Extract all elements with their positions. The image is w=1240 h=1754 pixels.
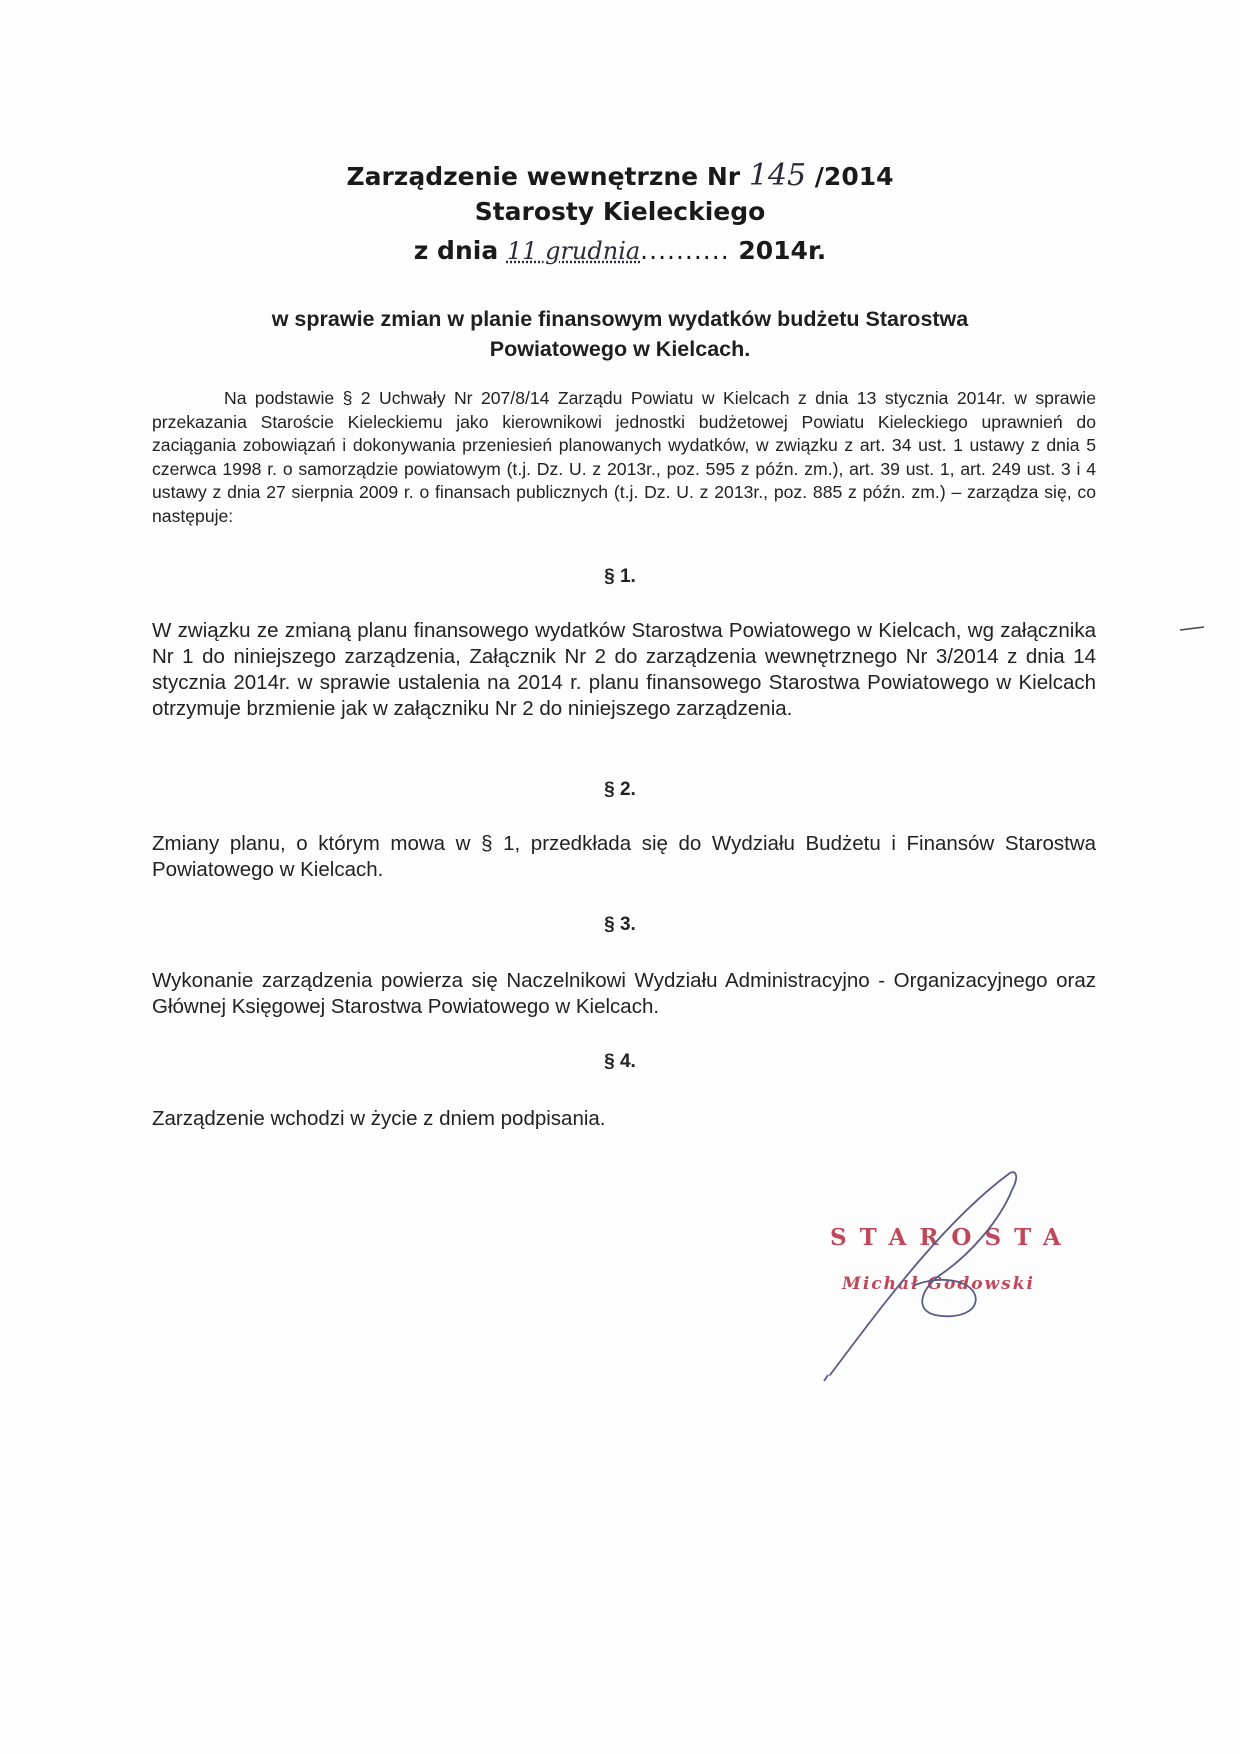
section-text-2: Zmiany planu, o którym mowa w § 1, przedkłada się do Wydziału Budżetu i Finansów Starostwa Powiatowego w Kielcach. <box>152 832 1096 881</box>
handwritten-date: 11 grudnia <box>506 237 641 265</box>
margin-mark-icon <box>1178 624 1208 634</box>
stamp-title: STAROSTA <box>830 1224 1074 1251</box>
document-subject <box>0 304 1240 364</box>
document-title <box>0 158 1240 193</box>
subject-line-1: w sprawie zmian w planie finansowym wydatków budżetu Starostwa <box>271 307 969 331</box>
section-mark-2: § 2. <box>604 779 636 800</box>
section-mark-4: § 4. <box>604 1051 636 1072</box>
title-prefix: Zarządzenie wewnętrzne Nr <box>346 162 741 191</box>
legal-basis-paragraph <box>152 387 1096 528</box>
date-prefix: z dnia <box>413 236 499 265</box>
document-date <box>0 236 1240 265</box>
section-text-4: Zarządzenie wchodzi w życie z dniem podpisania. <box>152 1107 606 1130</box>
title-suffix: /2014 <box>814 162 894 191</box>
section-mark-3: § 3. <box>604 914 636 935</box>
date-dots: .......... <box>640 236 730 265</box>
stamp-name: Michał Godowski <box>842 1274 1035 1294</box>
section-mark-1: § 1. <box>604 566 636 587</box>
handwritten-number: 145 <box>748 158 807 193</box>
section-text-1: W związku ze zmianą planu finansowego wydatków Starostwa Powiatowego w Kielcach, wg załącznika Nr 1 do niniejszego zarządzenia, Załącznik Nr 2 do zarządzenia wewnętrznego Nr 3/2014 z dnia 14 stycznia 2014r. w sprawie ustalenia na 2014 r. planu finansowego Starostwa Powiatowego w Kielcach otrzymuje brzmienie jak w załączniku Nr 2 do niniejszego zarządzenia. <box>152 619 1096 720</box>
subject-line-2: Powiatowego w Kielcach. <box>489 337 751 361</box>
legal-basis-text: Na podstawie § 2 Uchwały Nr 207/8/14 Zarządu Powiatu w Kielcach z dnia 13 stycznia 2014r. w sprawie przekazania Staroście Kieleckiemu jako kierownikowi jednostki budżetowej Powiatu Kieleckiego uprawnień do zaciągania zobowiązań i dokonywania przeniesień planowanych wydatków, w związku z art. 34 ust. 1 ustawy z dnia 5 czerwca 1998 r. o samorządzie powiatowym (t.j. Dz. U. z 2013r., poz. 595 z późn. zm.), art. 39 ust. 1, art. 249 ust. 3 i 4 ustawy z dnia 27 sierpnia 2009 r. o finansach publicznych (t.j. Dz. U. z 2013r., poz. 885 z późn. zm.) – zarządza się, co następuje: <box>152 388 1096 526</box>
signature-icon <box>820 1165 1060 1385</box>
section-text-3: Wykonanie zarządzenia powierza się Naczelnikowi Wydziału Administracyjno - Organizacyjnego oraz Głównej Księgowej Starostwa Powiatowego w Kielcach. <box>152 969 1096 1018</box>
date-suffix: 2014r. <box>738 236 827 265</box>
document-issuer: Starosty Kieleckiego <box>474 197 766 226</box>
